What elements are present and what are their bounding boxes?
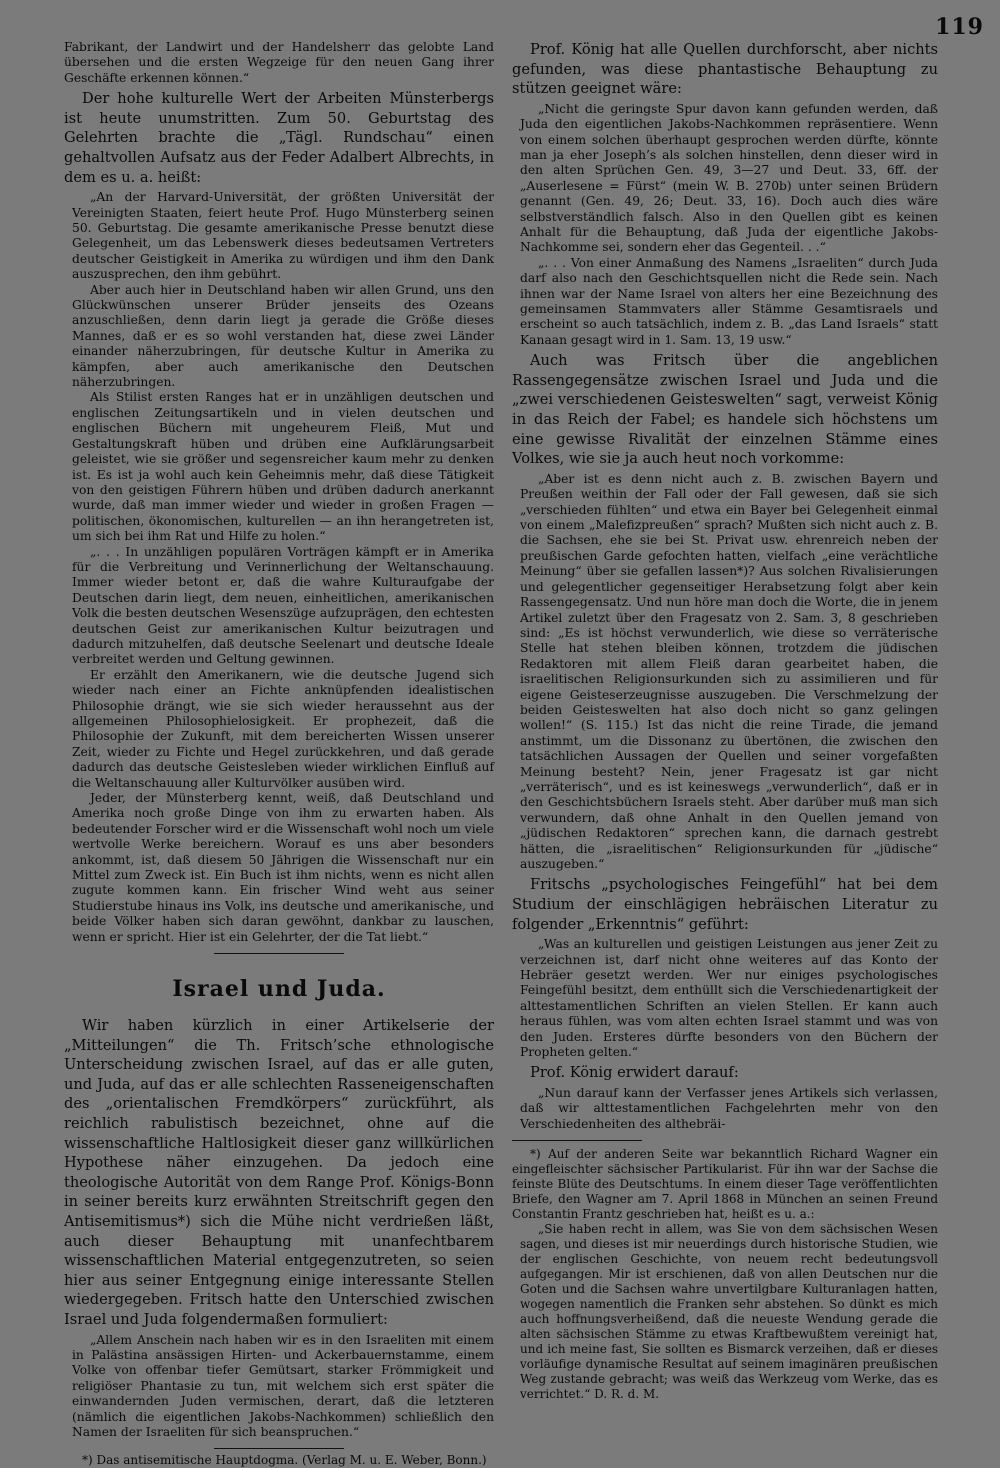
section-heading: Israel und Juda. bbox=[172, 976, 386, 1003]
quote-paragraph: „Nicht die geringste Spur davon kann gefunden werden, daß Juda den eigentlichen Jakobs-Nachkommen repräsentiere. Wenn von einem solchen überhaupt gesprochen werden dürfte, könnte man ja eher Joseph’s als solchen hinstellen, denn dieser wird in den alten Sprüchen Gen. 49, 3—27 und Deut. 33, 6ff. der „Auserlesene = Fürst“ (mein W. B. 270b) unter seinen Brüdern genannt (Gen. 49, 26; Deut. 33, 16). Doch auch dies wäre selbstverständlich falsch. Also in den Quellen gibt es keinen Anhalt für die Behauptung, daß Juda der eigentliche Jakobs-Nachkomme sei, sondern eher das Gegenteil. . .“ bbox=[520, 101, 938, 255]
paragraph-rassengegensaetze: Auch was Fritsch über die angeblichen Rassengegensätze zwischen Israel und Juda und die „zwei verschiedenen Geisteswelten“ sagt, verweist König in das Reich der Fabel; es handele sich höchstens um eine gewisse Rivalität der einzelnen Stämme eines Volkes, wie sie ja auch heut noch vorkomme: bbox=[512, 352, 938, 468]
paragraph-koenig-reply: Prof. König erwidert darauf: bbox=[530, 1064, 739, 1082]
quote-paragraph: Jeder, der Münsterberg kennt, weiß, daß Deutschland und Amerika noch große Dinge von ihm zu erwarten haben. Als bedeutender Forscher wird er die Wissenschaft wohl noch um viele wertvolle Werke bereichern. Worauf es uns aber besonders ankommt, ist, daß diesem 50 Jährigen die Wissenschaft nur ein Mittel zum Zweck ist. Ein Buch ist ihm nichts, wenn es nicht allen zugute kommen kann. Ein frischer Wind weht aus seiner Studierstube hinaus ins Volk, ins deutsche und amerikanische, und beide Völker haben sich daran gewöhnt, dankbar zu lauschen, wenn er spricht. Hier ist ein Gelehrter, der die Tat liebt.“ bbox=[72, 791, 494, 944]
footnote-divider bbox=[214, 1448, 344, 1449]
section-divider bbox=[214, 953, 344, 954]
quote-paragraph: „Allem Anschein nach haben wir es in den Israeliten mit einem in Palästina ansässigen Hirten- und Ackerbauernstamme, einem Volke von offenbar tiefer Gemütsart, starker Frömmigkeit und religiöser Phantasie zu tun, mit welchem sich erst später die einwandernden Juden vermischen, derart, daß die letzteren (nämlich die eigentlichen Jakobs-Nachkommen) schließlich den Namen der Israeliten für sich beanspruchen.“ bbox=[72, 1332, 494, 1440]
article-continuation: Fabrikant, der Landwirt und der Handelsherr das gelobte Land übersehen und die ersten Wegzeige für den neuen Gang ihrer Geschäfte erkennen können.“ bbox=[64, 40, 494, 85]
paragraph-israel-juda: Wir haben kürzlich in einer Artikelserie der „Mitteilungen“ die Th. Fritsch’sche ethnologische Unterscheidung zwischen Israel, auf das er alle guten, und Juda, auf das er alle schlechten Rasseneigenschaften des „orientalischen Fremdkörpers“ zurückführt, als reichlich rabulistisch bezeichnet, ohne auf die wissenschaftliche Haltlosigkeit dieser ganz willkürlichen Hypothese näher einzugehen. Da jedoch eine theologische Autorität von dem Range Prof. Königs-Bonn in seiner bereits kurz erwähnten Streitschrift gegen den Antisemitismus*) sich die Mühe nicht verdrießen läßt, auch dieser Behauptung mit unanfechtbarem wissenschaftlichen Material entgegenzutreten, so seien hier aus seiner Entgegnung einige interessante Stellen wiedergegeben. Fritsch hatte den Unterschied zwischen Israel und Juda folgendermaßen formuliert: bbox=[64, 1017, 494, 1328]
quote-paragraph: Als Stilist ersten Ranges hat er in unzähligen deutschen und englischen Zeitungsartikeln und in vielen deutschen und englischen Büchern mit ungeheurem Fleiß, Mut und Gestaltungskraft hüben und drüben eine Aufklärungsarbeit geleistet, wie sie größer und segensreicher kaum mehr zu denken ist. Es ist ja wohl auch kein Geheimnis mehr, daß diese Tätigkeit von den geistigen Führern hüben und drüben dadurch anerkannt wurde, daß man immer wieder und wieder in großen Fragen — politischen, ökonomischen, kulturellen — an ihn herangetreten ist, um sich bei ihm Rat und Hilfe zu holen.“ bbox=[72, 390, 494, 544]
footnote: *) Das antisemitische Hauptdogma. (Verlag M. u. E. Weber, Bonn.) bbox=[82, 1453, 487, 1468]
quote-paragraph: Aber auch hier in Deutschland haben wir allen Grund, uns den Glückwünschen unserer Brüder jenseits des Ozeans anzuschließen, denn darin liegt ja gerade die Größe dieses Mannes, daß er es so wohl verstanden hat, diese zwei Länder einander näherzubringen, für deutsche Kultur in Amerika zu kämpfen, aber auch amerikanische den Deutschen näherzubringen. bbox=[72, 282, 494, 390]
footnote: *) Auf der anderen Seite war bekanntlich Richard Wagner ein eingefleischter sächsischer Partikularist. Für ihn war der Sachse die feinste Blüte des Deutschtums. In einem dieser Tage veröffentlichten Briefe, den Wagner am 7. April 1868 in München an seinen Freund Constantin Frantz geschrieben hat, heißt es u. a.: bbox=[512, 1147, 938, 1222]
right-column bbox=[512, 40, 938, 1402]
quote-paragraph: „Was an kulturellen und geistigen Leistungen aus jener Zeit zu verzeichnen ist, darf nicht ohne weiteres auf das Konto der Hebräer gesetzt werden. Wer nur einiges psychologisches Feingefühl besitzt, dem enthüllt sich die Verschiedenartigkeit der alttestamentlichen Schriften an vielen Stellen. Er kann auch heraus fühlen, was vom alten echten Israel stammt und was von den Juden. Ersteres dürfte besonders von den Büchern der Propheten gelten.“ bbox=[520, 937, 938, 1060]
quote-paragraph: „. . . In unzähligen populären Vorträgen kämpft er in Amerika für die Verbreitung und Verinnerlichung der Weltanschauung. Immer wieder betont er, daß die wahre Kulturaufgabe der Deutschen darin liegt, dem neuen, einheitlichen, amerikanischen Volk die besten deutschen Wesenszüge aufzuprägen, den echtesten deutschen Geist zur amerikanischen Kultur beizutragen und dadurch mitzuhelfen, daß deutsche Seelenart und deutsche Ideale verbreitet werden und Geltung gewinnen. bbox=[72, 544, 494, 667]
paragraph-feingefuehl: Fritschs „psychologisches Feingefühl“ hat bei dem Studium der einschlägigen hebräischen Literatur zu folgender „Erkenntnis“ geführt: bbox=[512, 876, 938, 933]
paragraph-koenig: Prof. König hat alle Quellen durchforscht, aber nichts gefunden, was diese phantastische Behauptung zu stützen geeignet wäre: bbox=[512, 41, 938, 98]
footnote-quote: „Sie haben recht in allem, was Sie von dem sächsischen Wesen sagen, und dieses ist mir neuerdings durch historische Studien, wie der englischen Geschichte, von neuem recht bedeutungsvoll aufgegangen. Mir ist erschienen, daß von allen Deutschen nur die Goten und die Sachsen wahre unvertilgbare Kulturanlagen hatten, wogegen namentlich die Franken sehr abstehen. So dünkt es mich auch hoffnungsverheißend, daß die neueste Wendung gerade die alten sächsischen Stämme zu etwas Kraftbewußtem vereinigt hat, und ich meine fast, Sie sollten es Bismarck verzeihen, daß er dieses vorläufige dynamische Resultat auf seinem imaginären preußischen Weg zustande gebracht; was weiß das Werkzeug vom Werke, das es verrichtet.“ D. R. d. M. bbox=[520, 1222, 938, 1402]
footnote-divider bbox=[512, 1140, 642, 1141]
page-number: 119 bbox=[935, 14, 984, 40]
paragraph-muensterberg-intro: Der hohe kulturelle Wert der Arbeiten Münsterbergs ist heute unumstritten. Zum 50. Geburtstag des Gelehrten brachte die „Tägl. Rundschau“ einen gehaltvollen Aufsatz aus der Feder Adalbert Albrechts, in dem es u. a. heißt: bbox=[64, 90, 494, 186]
quote-paragraph: „Nun darauf kann der Verfasser jenes Artikels sich verlassen, daß wir alttestamentlichen Fachgelehrten mehr von den Verschiedenheiten des althebräi- bbox=[520, 1086, 938, 1131]
quote-paragraph: „Aber ist es denn nicht auch z. B. zwischen Bayern und Preußen weithin der Fall oder der Fall gewesen, daß sie sich „verschieden fühlten“ und etwa ein Bayer bei Gelegenheit einmal von einem „Malefizpreußen“ sprach? Mußten sich nicht auch z. B. die Sachsen, ehe sie bei St. Privat usw. ehrenreich neben der preußischen Garde gefochten hatten, vielfach „eine verächtliche Meinung“ über sie gefallen lassen*)? Aus solchen Rivalisierungen und gelegentlicher gegenseitiger Herabsetzung folgt aber kein Rassengegensatz. Und nun höre man doch die Worte, die in jenem Artikel zuletzt über den Fragesatz von 2. Sam. 3, 8 geschrieben sind: „Es ist höchst verwunderlich, wie diese so verräterische Stelle hat stehen bleiben können, trotzdem die jüdischen Redaktoren mit allem Fleiß daran gearbeitet haben, die israelitischen Religionsurkunden sich zu assimilieren und für eigene Geisteserzeugnisse auszugeben. Die Verschmelzung der beiden Geisteswelten hat also doch nicht so ganz gelingen wollen!“ (S. 115.) Ist das nicht die reine Tirade, die jemand anstimmt, um die Dissonanz zu übertönen, die zwischen den tatsächlichen Aussagen der Quellen und seiner vorgefaßten Meinung besteht? Nein, jener Fragesatz ist gar nicht „verräterisch“, und es ist keineswegs „verwunderlich“, daß er in den Geschichtsbüchern Israels steht. Aber darüber muß man sich verwundern, daß ohne Anhalt in den Quellen jemand von „jüdischen Redaktoren“ sprechen kann, die darnach gestrebt hätten, die „israelitischen“ Religionsurkunden für „jüdische“ auszugeben.“ bbox=[520, 471, 938, 871]
quote-paragraph: „. . . Von einer Anmaßung des Namens „Israeliten“ durch Juda darf also nach den Geschichtsquellen nicht die Rede sein. Nach ihnen war der Name Israel von alters her eine Bezeichnung des gemeinsamen Stammvaters aller Stämme Gesamtisraels und erscheint so auch tatsächlich, indem z. B. „das Land Israels“ statt Kanaan gesagt wird in 1. Sam. 13, 19 usw.“ bbox=[520, 255, 938, 347]
quote-paragraph: Er erzählt den Amerikanern, wie die deutsche Jugend sich wieder nach einer an Fichte anknüpfenden idealistischen Philosophie drängt, wie sie sich wieder heraussehnt aus der allgemeinen Philosophielosigkeit. Er prophezeit, daß die Philosophie der Zukunft, mit dem bereicherten Wissen unserer Zeit, wieder zu Fichte und Hegel zurückkehren, und daß gerade dadurch das deutsche Geistesleben wieder wirklichen Einfluß auf die Weltanschauung aller Kulturvölker ausüben wird. bbox=[72, 667, 494, 790]
left-column bbox=[64, 40, 494, 1468]
quote-paragraph: „An der Harvard-Universität, der größten Universität der Vereinigten Staaten, feiert heute Prof. Hugo Münsterberg seinen 50. Geburtstag. Die gesamte amerikanische Presse benutzt diese Gelegenheit, um das Lebenswerk dieses bedeutsamen Vertreters deutscher Geistigkeit in Amerika zu würdigen und ihm den Dank auszusprechen, den ihm gebührt. bbox=[72, 190, 494, 282]
